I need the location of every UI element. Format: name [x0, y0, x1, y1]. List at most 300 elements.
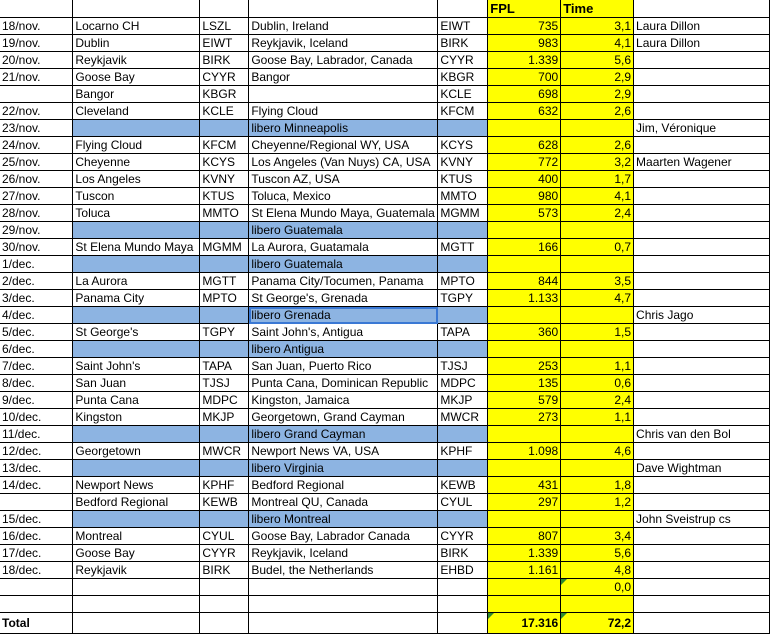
fpl-cell[interactable]: 1.339 [488, 52, 561, 69]
destination-icao-cell[interactable]: MWCR [438, 409, 488, 426]
departure-cell[interactable]: Toluca [73, 205, 200, 222]
pilot-cell[interactable] [634, 273, 770, 290]
destination-cell[interactable]: Tuscon AZ, USA [249, 171, 438, 188]
time-cell[interactable]: 2,6 [561, 137, 634, 154]
departure-icao-cell[interactable]: KCYS [200, 154, 249, 171]
departure-cell[interactable]: Goose Bay [73, 545, 200, 562]
destination-cell[interactable]: Saint John's, Antigua [249, 324, 438, 341]
pilot-cell[interactable] [634, 579, 770, 596]
pilot-cell[interactable] [634, 596, 770, 613]
time-cell[interactable] [561, 307, 634, 324]
pilot-cell[interactable] [634, 494, 770, 511]
time-cell[interactable]: 4,1 [561, 35, 634, 52]
pilot-cell[interactable] [634, 562, 770, 579]
date-cell[interactable]: 20/nov. [0, 52, 73, 69]
fpl-cell[interactable]: 400 [488, 171, 561, 188]
destination-icao-cell[interactable]: MKJP [438, 392, 488, 409]
cell[interactable] [249, 0, 438, 18]
fpl-cell[interactable] [488, 307, 561, 324]
destination-icao-cell[interactable] [438, 341, 488, 358]
destination-icao-cell[interactable] [438, 426, 488, 443]
destination-icao-cell[interactable] [438, 596, 488, 613]
departure-icao-cell[interactable]: KTUS [200, 188, 249, 205]
destination-icao-cell[interactable] [438, 460, 488, 477]
pilot-cell[interactable]: Jim, Véronique [634, 120, 770, 137]
departure-icao-cell[interactable]: TGPY [200, 324, 249, 341]
cell[interactable] [200, 613, 249, 634]
date-cell[interactable]: 24/nov. [0, 137, 73, 154]
departure-cell[interactable]: La Aurora [73, 273, 200, 290]
departure-icao-cell[interactable]: LSZL [200, 18, 249, 35]
departure-icao-cell[interactable]: KBGR [200, 86, 249, 103]
time-cell[interactable]: 3,1 [561, 18, 634, 35]
departure-icao-cell[interactable]: MPTO [200, 290, 249, 307]
time-cell[interactable]: 0,7 [561, 239, 634, 256]
destination-icao-cell[interactable]: CYYR [438, 52, 488, 69]
destination-cell[interactable]: Newport News VA, USA [249, 443, 438, 460]
fpl-cell[interactable]: 772 [488, 154, 561, 171]
pilot-cell[interactable] [634, 341, 770, 358]
time-cell[interactable] [561, 222, 634, 239]
date-cell[interactable]: 8/dec. [0, 375, 73, 392]
destination-icao-cell[interactable]: KVNY [438, 154, 488, 171]
destination-icao-cell[interactable]: KPHF [438, 443, 488, 460]
pilot-cell[interactable] [634, 205, 770, 222]
pilot-cell[interactable] [634, 188, 770, 205]
departure-icao-cell[interactable]: KCLE [200, 103, 249, 120]
fpl-cell[interactable] [488, 596, 561, 613]
date-cell[interactable]: 13/dec. [0, 460, 73, 477]
departure-cell[interactable]: Goose Bay [73, 69, 200, 86]
cell[interactable] [634, 0, 770, 18]
departure-icao-cell[interactable] [200, 511, 249, 528]
destination-icao-cell[interactable]: BIRK [438, 35, 488, 52]
date-cell[interactable]: 29/nov. [0, 222, 73, 239]
pilot-cell[interactable] [634, 222, 770, 239]
time-cell[interactable]: 5,6 [561, 545, 634, 562]
time-cell[interactable]: 3,2 [561, 154, 634, 171]
departure-cell[interactable] [73, 596, 200, 613]
destination-icao-cell[interactable]: KFCM [438, 103, 488, 120]
date-cell[interactable]: 10/dec. [0, 409, 73, 426]
departure-cell[interactable]: Flying Cloud [73, 137, 200, 154]
destination-icao-cell[interactable]: EHBD [438, 562, 488, 579]
fpl-cell[interactable]: 1.161 [488, 562, 561, 579]
departure-cell[interactable]: Newport News [73, 477, 200, 494]
pilot-cell[interactable] [634, 69, 770, 86]
destination-cell[interactable]: Kingston, Jamaica [249, 392, 438, 409]
time-cell[interactable]: 3,5 [561, 273, 634, 290]
departure-cell[interactable] [73, 307, 200, 324]
cell[interactable] [200, 0, 249, 18]
fpl-cell[interactable]: 360 [488, 324, 561, 341]
destination-icao-cell[interactable]: KCYS [438, 137, 488, 154]
pilot-cell[interactable] [634, 545, 770, 562]
destination-cell[interactable]: Los Angeles (Van Nuys) CA, USA [249, 154, 438, 171]
date-cell[interactable]: 28/nov. [0, 205, 73, 222]
fpl-cell[interactable]: 983 [488, 35, 561, 52]
time-cell[interactable] [561, 511, 634, 528]
departure-icao-cell[interactable]: TAPA [200, 358, 249, 375]
pilot-cell[interactable]: John Sveistrup cs [634, 511, 770, 528]
fpl-cell[interactable]: 297 [488, 494, 561, 511]
destination-cell[interactable]: libero Antigua [249, 341, 438, 358]
destination-cell[interactable]: Goose Bay, Labrador Canada [249, 528, 438, 545]
time-cell[interactable]: 2,6 [561, 103, 634, 120]
destination-icao-cell[interactable]: KEWB [438, 477, 488, 494]
destination-cell[interactable]: St George's, Grenada [249, 290, 438, 307]
fpl-cell[interactable] [488, 222, 561, 239]
destination-cell[interactable]: Flying Cloud [249, 103, 438, 120]
departure-icao-cell[interactable] [200, 341, 249, 358]
cell[interactable] [73, 613, 200, 634]
pilot-cell[interactable] [634, 375, 770, 392]
destination-icao-cell[interactable]: MGTT [438, 239, 488, 256]
departure-icao-cell[interactable] [200, 222, 249, 239]
time-cell[interactable] [561, 460, 634, 477]
departure-icao-cell[interactable]: CYUL [200, 528, 249, 545]
departure-cell[interactable] [73, 460, 200, 477]
pilot-cell[interactable]: Dave Wightman [634, 460, 770, 477]
pilot-cell[interactable]: Laura Dillon [634, 18, 770, 35]
pilot-cell[interactable] [634, 358, 770, 375]
fpl-cell[interactable] [488, 460, 561, 477]
departure-icao-cell[interactable] [200, 256, 249, 273]
destination-cell[interactable]: Montreal QU, Canada [249, 494, 438, 511]
departure-icao-cell[interactable]: MMTO [200, 205, 249, 222]
pilot-cell[interactable] [634, 392, 770, 409]
destination-cell[interactable]: Panama City/Tocumen, Panama [249, 273, 438, 290]
time-cell[interactable]: 0,0 [561, 579, 634, 596]
fpl-cell[interactable]: 166 [488, 239, 561, 256]
time-cell[interactable] [561, 341, 634, 358]
pilot-cell[interactable] [634, 239, 770, 256]
destination-cell[interactable]: libero Grand Cayman [249, 426, 438, 443]
destination-icao-cell[interactable]: KTUS [438, 171, 488, 188]
destination-icao-cell[interactable] [438, 511, 488, 528]
departure-icao-cell[interactable]: BIRK [200, 52, 249, 69]
departure-icao-cell[interactable]: BIRK [200, 562, 249, 579]
destination-cell[interactable]: Toluca, Mexico [249, 188, 438, 205]
departure-icao-cell[interactable] [200, 596, 249, 613]
date-cell[interactable]: 30/nov. [0, 239, 73, 256]
pilot-cell[interactable]: Laura Dillon [634, 35, 770, 52]
pilot-cell[interactable] [634, 324, 770, 341]
fpl-cell[interactable]: 431 [488, 477, 561, 494]
destination-cell[interactable]: Punta Cana, Dominican Republic [249, 375, 438, 392]
date-cell[interactable]: 11/dec. [0, 426, 73, 443]
destination-icao-cell[interactable]: TAPA [438, 324, 488, 341]
destination-icao-cell[interactable]: CYYR [438, 528, 488, 545]
fpl-cell[interactable]: 980 [488, 188, 561, 205]
time-cell[interactable]: 4,8 [561, 562, 634, 579]
departure-cell[interactable] [73, 511, 200, 528]
fpl-header-cell[interactable]: FPL [488, 0, 561, 18]
destination-cell[interactable]: Reykjavik, Iceland [249, 545, 438, 562]
pilot-cell[interactable]: Chris van den Bol [634, 426, 770, 443]
time-cell[interactable]: 1,1 [561, 358, 634, 375]
table-row [0, 52, 770, 69]
fpl-cell[interactable]: 1.339 [488, 545, 561, 562]
fpl-cell[interactable]: 844 [488, 273, 561, 290]
pilot-cell[interactable] [634, 290, 770, 307]
destination-cell[interactable]: libero Minneapolis [249, 120, 438, 137]
pilot-cell[interactable] [634, 52, 770, 69]
departure-cell[interactable]: Bangor [73, 86, 200, 103]
fpl-cell[interactable]: 632 [488, 103, 561, 120]
destination-cell[interactable]: Cheyenne/Regional WY, USA [249, 137, 438, 154]
departure-icao-cell[interactable]: MKJP [200, 409, 249, 426]
departure-icao-cell[interactable] [200, 579, 249, 596]
date-cell[interactable]: 4/dec. [0, 307, 73, 324]
destination-icao-cell[interactable]: KCLE [438, 86, 488, 103]
departure-icao-cell[interactable] [200, 120, 249, 137]
destination-icao-cell[interactable]: MGMM [438, 205, 488, 222]
time-cell[interactable] [561, 120, 634, 137]
time-cell[interactable] [561, 596, 634, 613]
departure-cell[interactable]: Punta Cana [73, 392, 200, 409]
date-cell[interactable] [0, 494, 73, 511]
destination-icao-cell[interactable]: MPTO [438, 273, 488, 290]
departure-cell[interactable] [73, 426, 200, 443]
fpl-cell[interactable] [488, 120, 561, 137]
date-cell[interactable]: 25/nov. [0, 154, 73, 171]
cell[interactable] [73, 0, 200, 18]
departure-icao-cell[interactable] [200, 460, 249, 477]
pilot-cell[interactable] [634, 256, 770, 273]
departure-icao-cell[interactable]: MGTT [200, 273, 249, 290]
date-cell[interactable]: 18/nov. [0, 18, 73, 35]
date-cell[interactable]: 15/dec. [0, 511, 73, 528]
fpl-cell[interactable] [488, 256, 561, 273]
pilot-cell[interactable] [634, 86, 770, 103]
date-cell[interactable]: 21/nov. [0, 69, 73, 86]
destination-cell[interactable]: La Aurora, Guatamala [249, 239, 438, 256]
date-cell[interactable]: 19/nov. [0, 35, 73, 52]
departure-icao-cell[interactable]: CYYR [200, 545, 249, 562]
fpl-cell[interactable] [488, 426, 561, 443]
destination-cell[interactable]: Dublin, Ireland [249, 18, 438, 35]
date-cell[interactable]: 2/dec. [0, 273, 73, 290]
date-cell[interactable] [0, 579, 73, 596]
cell[interactable] [438, 0, 488, 18]
destination-cell[interactable]: Bedford Regional [249, 477, 438, 494]
fpl-cell[interactable]: 573 [488, 205, 561, 222]
destination-cell[interactable]: Bangor [249, 69, 438, 86]
pilot-cell[interactable]: Chris Jago [634, 307, 770, 324]
destination-cell[interactable] [249, 579, 438, 596]
fpl-cell[interactable]: 628 [488, 137, 561, 154]
fpl-cell[interactable]: 135 [488, 375, 561, 392]
fpl-cell[interactable]: 273 [488, 409, 561, 426]
destination-icao-cell[interactable] [438, 120, 488, 137]
departure-cell[interactable] [73, 341, 200, 358]
departure-cell[interactable]: Montreal [73, 528, 200, 545]
pilot-cell[interactable]: Maarten Wagener [634, 154, 770, 171]
date-cell[interactable]: 27/nov. [0, 188, 73, 205]
departure-cell[interactable]: Cheyenne [73, 154, 200, 171]
fpl-cell[interactable] [488, 579, 561, 596]
departure-cell[interactable]: St Elena Mundo Maya [73, 239, 200, 256]
fpl-cell[interactable]: 1.098 [488, 443, 561, 460]
fpl-cell[interactable]: 735 [488, 18, 561, 35]
total-time-cell[interactable]: 72,2 [561, 613, 634, 634]
time-cell[interactable]: 0,6 [561, 375, 634, 392]
date-cell[interactable]: 5/dec. [0, 324, 73, 341]
fpl-cell[interactable] [488, 511, 561, 528]
fpl-cell[interactable]: 579 [488, 392, 561, 409]
destination-cell[interactable]: St Elena Mundo Maya, Guatemala [249, 205, 438, 222]
destination-cell[interactable]: Reykjavik, Iceland [249, 35, 438, 52]
destination-cell[interactable]: Georgetown, Grand Cayman [249, 409, 438, 426]
table-row [0, 307, 770, 324]
pilot-cell[interactable] [634, 409, 770, 426]
departure-cell[interactable]: Locarno CH [73, 18, 200, 35]
departure-icao-cell[interactable] [200, 426, 249, 443]
destination-icao-cell[interactable]: BIRK [438, 545, 488, 562]
fpl-cell[interactable]: 1.133 [488, 290, 561, 307]
destination-icao-cell[interactable]: KBGR [438, 69, 488, 86]
time-cell[interactable]: 2,4 [561, 205, 634, 222]
destination-icao-cell[interactable] [438, 307, 488, 324]
total-fpl-cell[interactable]: 17.316 [488, 613, 561, 634]
departure-icao-cell[interactable]: CYYR [200, 69, 249, 86]
time-cell[interactable] [561, 256, 634, 273]
departure-cell[interactable]: Dublin [73, 35, 200, 52]
date-cell[interactable]: 26/nov. [0, 171, 73, 188]
pilot-cell[interactable] [634, 443, 770, 460]
date-cell[interactable]: 7/dec. [0, 358, 73, 375]
time-cell[interactable]: 1,5 [561, 324, 634, 341]
destination-cell[interactable] [249, 596, 438, 613]
destination-icao-cell[interactable]: TJSJ [438, 358, 488, 375]
departure-cell[interactable]: Bedford Regional [73, 494, 200, 511]
date-cell[interactable]: 22/nov. [0, 103, 73, 120]
date-cell[interactable]: 17/dec. [0, 545, 73, 562]
date-cell[interactable]: 1/dec. [0, 256, 73, 273]
time-cell[interactable]: 2,9 [561, 69, 634, 86]
cell[interactable] [438, 613, 488, 634]
departure-icao-cell[interactable]: KFCM [200, 137, 249, 154]
departure-icao-cell[interactable]: MWCR [200, 443, 249, 460]
fpl-cell[interactable]: 698 [488, 86, 561, 103]
departure-icao-cell[interactable]: MDPC [200, 392, 249, 409]
destination-icao-cell[interactable]: CYUL [438, 494, 488, 511]
destination-cell[interactable]: libero Virginia [249, 460, 438, 477]
destination-icao-cell[interactable]: EIWT [438, 18, 488, 35]
departure-icao-cell[interactable]: KPHF [200, 477, 249, 494]
cell[interactable] [0, 0, 73, 18]
destination-icao-cell[interactable]: MDPC [438, 375, 488, 392]
destination-cell[interactable]: libero Guatemala [249, 256, 438, 273]
fpl-cell[interactable] [488, 341, 561, 358]
departure-icao-cell[interactable]: TJSJ [200, 375, 249, 392]
destination-icao-cell[interactable]: MMTO [438, 188, 488, 205]
departure-icao-cell[interactable] [200, 307, 249, 324]
date-cell[interactable]: 23/nov. [0, 120, 73, 137]
destination-icao-cell[interactable] [438, 256, 488, 273]
departure-cell[interactable]: Tuscon [73, 188, 200, 205]
pilot-cell[interactable] [634, 103, 770, 120]
cell[interactable] [634, 613, 770, 634]
date-cell[interactable]: 9/dec. [0, 392, 73, 409]
departure-cell[interactable] [73, 222, 200, 239]
time-cell[interactable]: 5,6 [561, 52, 634, 69]
date-cell[interactable]: 16/dec. [0, 528, 73, 545]
destination-cell[interactable]: Goose Bay, Labrador, Canada [249, 52, 438, 69]
time-cell[interactable]: 4,6 [561, 443, 634, 460]
departure-cell[interactable]: Kingston [73, 409, 200, 426]
date-cell[interactable]: 6/dec. [0, 341, 73, 358]
fpl-cell[interactable]: 253 [488, 358, 561, 375]
departure-cell[interactable] [73, 120, 200, 137]
destination-cell[interactable]: libero Montreal [249, 511, 438, 528]
time-header-cell[interactable]: Time [561, 0, 634, 18]
date-cell[interactable]: 14/dec. [0, 477, 73, 494]
date-cell[interactable] [0, 86, 73, 103]
date-cell[interactable]: 18/dec. [0, 562, 73, 579]
time-cell[interactable]: 1,2 [561, 494, 634, 511]
time-cell[interactable]: 2,4 [561, 392, 634, 409]
departure-cell[interactable]: Los Angeles [73, 171, 200, 188]
pilot-cell[interactable] [634, 528, 770, 545]
destination-icao-cell[interactable] [438, 579, 488, 596]
departure-icao-cell[interactable]: KEWB [200, 494, 249, 511]
time-cell[interactable]: 4,1 [561, 188, 634, 205]
destination-icao-cell[interactable]: TGPY [438, 290, 488, 307]
departure-icao-cell[interactable]: MGMM [200, 239, 249, 256]
departure-cell[interactable] [73, 579, 200, 596]
pilot-cell[interactable] [634, 137, 770, 154]
table-row [0, 18, 770, 35]
time-cell[interactable] [561, 426, 634, 443]
departure-icao-cell[interactable]: EIWT [200, 35, 249, 52]
time-cell[interactable]: 1,8 [561, 477, 634, 494]
destination-icao-cell[interactable] [438, 222, 488, 239]
time-cell[interactable]: 4,7 [561, 290, 634, 307]
destination-cell[interactable] [249, 86, 438, 103]
time-cell[interactable]: 2,9 [561, 86, 634, 103]
total-label-cell[interactable]: Total [0, 613, 73, 634]
departure-cell[interactable]: Panama City [73, 290, 200, 307]
departure-cell[interactable]: San Juan [73, 375, 200, 392]
departure-icao-cell[interactable]: KVNY [200, 171, 249, 188]
departure-cell[interactable] [73, 256, 200, 273]
departure-cell[interactable]: Reykjavik [73, 52, 200, 69]
departure-cell[interactable]: Georgetown [73, 443, 200, 460]
pilot-cell[interactable] [634, 171, 770, 188]
time-cell[interactable]: 3,4 [561, 528, 634, 545]
date-cell[interactable]: 3/dec. [0, 290, 73, 307]
destination-cell[interactable]: libero Grenada [249, 307, 438, 324]
destination-cell[interactable]: San Juan, Puerto Rico [249, 358, 438, 375]
date-cell[interactable] [0, 596, 73, 613]
destination-cell[interactable]: libero Guatemala [249, 222, 438, 239]
departure-cell[interactable]: St George's [73, 324, 200, 341]
destination-cell[interactable]: Budel, the Netherlands [249, 562, 438, 579]
departure-cell[interactable]: Reykjavik [73, 562, 200, 579]
fpl-cell[interactable]: 807 [488, 528, 561, 545]
date-cell[interactable]: 12/dec. [0, 443, 73, 460]
departure-cell[interactable]: Cleveland [73, 103, 200, 120]
time-cell[interactable]: 1,1 [561, 409, 634, 426]
fpl-cell[interactable]: 700 [488, 69, 561, 86]
departure-cell[interactable]: Saint John's [73, 358, 200, 375]
pilot-cell[interactable] [634, 477, 770, 494]
cell[interactable] [249, 613, 438, 634]
table-row [0, 222, 770, 239]
time-cell[interactable]: 1,7 [561, 171, 634, 188]
